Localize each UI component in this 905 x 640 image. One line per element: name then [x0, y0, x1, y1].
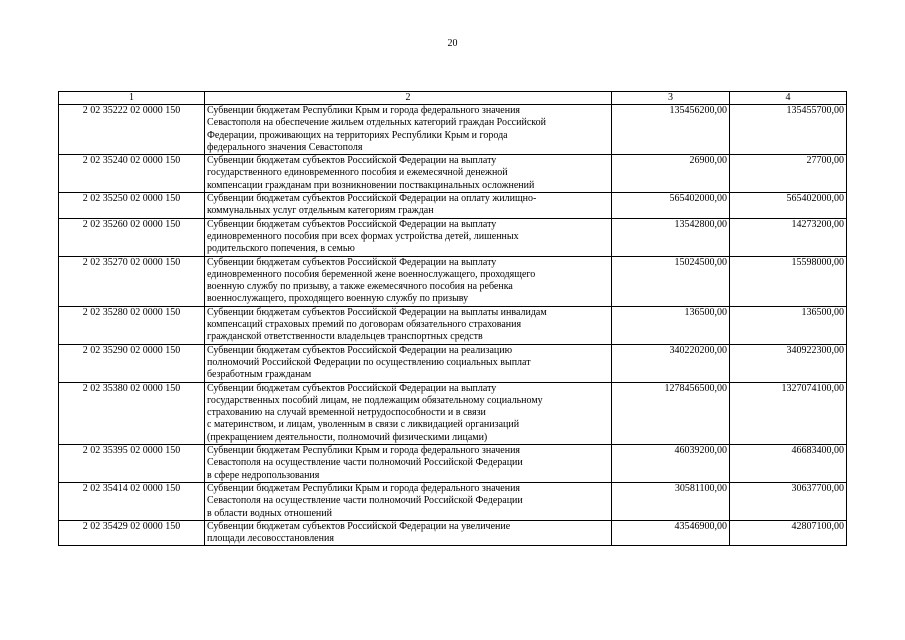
description-line: Федерации, проживающих на территориях Республики Крым и города — [207, 129, 508, 141]
budget-classification-code: 2 02 35222 02 0000 150 — [59, 105, 205, 155]
budget-classification-code: 2 02 35250 02 0000 150 — [59, 193, 205, 219]
budget-classification-code: 2 02 35429 02 0000 150 — [59, 520, 205, 546]
description-line: военную службу по призыву, а также ежемесячного пособия на ребенка — [207, 281, 513, 293]
amount-column-4: 42807100,00 — [730, 520, 847, 546]
description-line: Субвенции бюджетам субъектов Российской Федерации на выплату — [207, 256, 497, 268]
description-line: Субвенции бюджетам субъектов Российской Федерации на выплаты инвалидам — [207, 306, 547, 318]
description-line: военнослужащего, проходящего военную службу по призыву — [207, 293, 469, 305]
amount-column-3: 13542800,00 — [612, 218, 730, 256]
amount-column-4: 30637700,00 — [730, 482, 847, 520]
table-body — [59, 105, 847, 546]
budget-classification-code: 2 02 35380 02 0000 150 — [59, 382, 205, 444]
description-line: с материнством, и лицам, уволенным в связи с ликвидацией организаций — [207, 419, 520, 431]
amount-column-3: 26900,00 — [612, 155, 730, 193]
description-line: родительского попечения, в семью — [207, 243, 355, 255]
description-line: Субвенции бюджетам субъектов Российской Федерации на реализацию — [207, 344, 513, 356]
amount-column-3: 46039200,00 — [612, 445, 730, 483]
budget-classification-code: 2 02 35240 02 0000 150 — [59, 155, 205, 193]
revenue-description — [205, 193, 612, 219]
amount-column-3: 136500,00 — [612, 306, 730, 344]
description-line: Субвенции бюджетам субъектов Российской Федерации на выплату — [207, 382, 497, 394]
amount-column-4: 340922300,00 — [730, 344, 847, 382]
table-row — [59, 344, 847, 382]
amount-column-4: 14273200,00 — [730, 218, 847, 256]
description-line: Севастополя на осуществление части полномочий Российской Федерации — [207, 457, 523, 469]
amount-column-4: 15598000,00 — [730, 256, 847, 306]
description-line: единовременного пособия при всех формах устройства детей, лишенных — [207, 230, 519, 242]
revenue-description — [205, 520, 612, 546]
table-row — [59, 256, 847, 306]
table-row — [59, 193, 847, 219]
budget-classification-code: 2 02 35414 02 0000 150 — [59, 482, 205, 520]
revenue-description — [205, 482, 612, 520]
description-line: Субвенции бюджетам Республики Крым и города федерального значения — [207, 482, 521, 494]
budget-classification-code: 2 02 35395 02 0000 150 — [59, 445, 205, 483]
description-line: Субвенции бюджетам субъектов Российской Федерации на увеличение — [207, 520, 511, 532]
amount-column-3: 30581100,00 — [612, 482, 730, 520]
revenue-description — [205, 105, 612, 155]
amount-column-4: 46683400,00 — [730, 445, 847, 483]
description-line: Субвенции бюджетам Республики Крым и города федерального значения — [207, 445, 521, 457]
table-row — [59, 382, 847, 444]
table-row — [59, 105, 847, 155]
amount-column-3: 340220200,00 — [612, 344, 730, 382]
amount-column-4: 136500,00 — [730, 306, 847, 344]
description-line: государственных пособий лицам, не подлежащим обязательному социальному — [207, 394, 543, 406]
description-line: гражданской ответственности владельцев транспортных средств — [207, 331, 483, 343]
description-line: площади лесовосстановления — [207, 533, 334, 545]
description-line: в сфере недропользования — [207, 469, 320, 481]
description-line: коммунальных услуг отдельным категориям граждан — [207, 205, 434, 217]
column-header-code: 1 — [59, 92, 205, 105]
table-header-row — [59, 92, 847, 105]
budget-classification-code: 2 02 35270 02 0000 150 — [59, 256, 205, 306]
amount-column-3: 565402000,00 — [612, 193, 730, 219]
description-line: Субвенции бюджетам субъектов Российской Федерации на выплату — [207, 155, 497, 167]
page-number: 20 — [447, 38, 458, 49]
amount-column-4: 135455700,00 — [730, 105, 847, 155]
budget-classification-code: 2 02 35290 02 0000 150 — [59, 344, 205, 382]
amount-column-4: 27700,00 — [730, 155, 847, 193]
description-line: Субвенции бюджетам субъектов Российской Федерации на выплату — [207, 218, 497, 230]
table-row — [59, 482, 847, 520]
revenue-description — [205, 218, 612, 256]
description-line: Севастополя на осуществление части полномочий Российской Федерации — [207, 495, 523, 507]
budget-revenue-table — [58, 91, 847, 546]
amount-column-4: 1327074100,00 — [730, 382, 847, 444]
description-line: безработным гражданам — [207, 369, 312, 381]
revenue-description — [205, 382, 612, 444]
description-line: компенсации гражданам при возникновении поствакцинальных осложнений — [207, 179, 535, 191]
budget-classification-code: 2 02 35260 02 0000 150 — [59, 218, 205, 256]
description-line: (прекращением деятельности, полномочий физическими лицами) — [207, 431, 488, 443]
amount-column-3: 43546900,00 — [612, 520, 730, 546]
description-line: единовременного пособия беременной жене военнослужащего, проходящего — [207, 268, 536, 280]
amount-column-4: 565402000,00 — [730, 193, 847, 219]
description-line: полномочий Российской Федерации по осуществлению социальных выплат — [207, 356, 531, 368]
description-line: компенсаций страховых премий по договорам обязательного страхования — [207, 319, 522, 331]
revenue-description — [205, 155, 612, 193]
table-row — [59, 218, 847, 256]
description-line: страхованию на случай временной нетрудоспособности и в связи — [207, 407, 486, 419]
description-line: в области водных отношений — [207, 507, 332, 519]
amount-column-3: 1278456500,00 — [612, 382, 730, 444]
table-row — [59, 155, 847, 193]
table-row — [59, 520, 847, 546]
revenue-description — [205, 445, 612, 483]
budget-classification-code: 2 02 35280 02 0000 150 — [59, 306, 205, 344]
column-header-description: 2 — [205, 92, 612, 105]
table-row — [59, 445, 847, 483]
table-row — [59, 306, 847, 344]
description-line: Субвенции бюджетам Республики Крым и города федерального значения — [207, 105, 521, 116]
revenue-description — [205, 344, 612, 382]
description-line: федерального значения Севастополя — [207, 141, 363, 153]
description-line: Севастополя на обеспечение жильем отдельных категорий граждан Российской — [207, 117, 546, 129]
description-line: Субвенции бюджетам субъектов Российской Федерации на оплату жилищно- — [207, 193, 537, 205]
column-header-amount-1: 3 — [612, 92, 730, 105]
column-header-amount-2: 4 — [730, 92, 847, 105]
amount-column-3: 135456200,00 — [612, 105, 730, 155]
revenue-description — [205, 256, 612, 306]
revenue-description — [205, 306, 612, 344]
amount-column-3: 15024500,00 — [612, 256, 730, 306]
description-line: государственного единовременного пособия и ежемесячной денежной — [207, 167, 508, 179]
